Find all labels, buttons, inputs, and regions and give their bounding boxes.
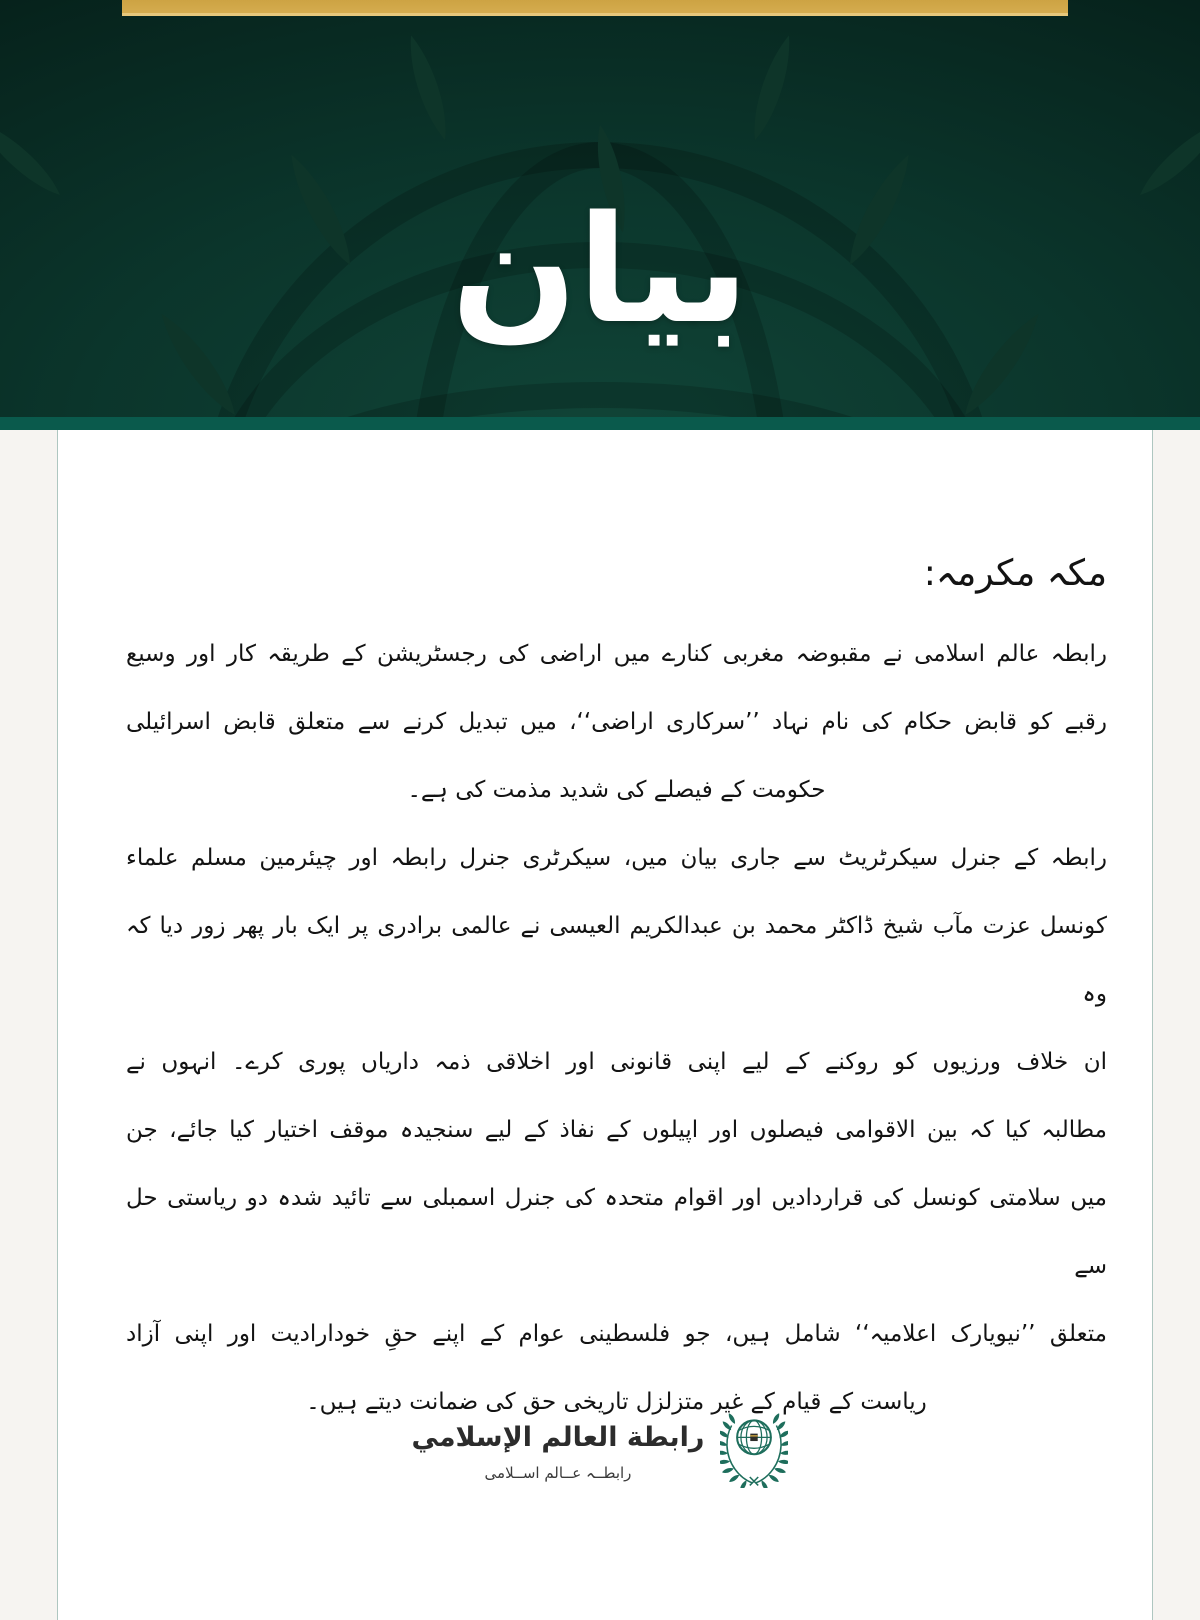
mwl-logo (412, 1412, 789, 1488)
statement-title: بیان (451, 184, 749, 356)
mwl-globe-wreath-icon (720, 1412, 788, 1488)
footer (0, 1412, 1200, 1488)
teal-divider (0, 417, 1200, 430)
statement-line: رقبے کو قابض حکام کی نام نہاد ’’سرکاری اراضی‘‘، میں تبدیل کرنے سے متعلق قابض اسرائیلی (126, 709, 1107, 735)
dateline: مکہ مکرمہ: (923, 553, 1107, 594)
org-name-urdu: رابطــہ عــالم اســلامی (484, 1464, 632, 1483)
gold-accent-bar (122, 0, 1068, 16)
statement-line: رابطہ عالم اسلامی نے مقبوضہ مغربی کنارے میں اراضی کی رجسٹریشن کے طریقہ کار اور وسیع (126, 641, 1107, 667)
org-name-arabic: رابطة العالم الإسلامي (411, 1421, 705, 1453)
statement-line: مطالبہ کیا کہ بین الاقوامی فیصلوں اور اپیلوں کے نفاذ کے لیے سنجیدہ موقف اختیار کیا جائے، جن (126, 1117, 1107, 1143)
statement-line: ان خلاف ورزیوں کو روکنے کے لیے اپنی قانونی اور اخلاقی ذمہ داریاں پوری کرے۔ انہوں نے (126, 1049, 1107, 1075)
statement-line: رابطہ کے جنرل سیکرٹریٹ سے جاری بیان میں، سیکرٹری جنرل رابطہ اور چیئرمین مسلم علماء (126, 845, 1107, 871)
statement-line: کونسل عزت مآب شیخ ڈاکٹر محمد بن عبدالکریم العیسی نے عالمی برادری پر ایک بار پھر زور دیا کہ وہ (126, 913, 1107, 1007)
header-banner (0, 0, 1200, 430)
mwl-logo-text (412, 1418, 705, 1483)
statement-line: حکومت کے فیصلے کی شدید مذمت کی ہے۔ (407, 777, 826, 803)
statement-body (126, 620, 1107, 1436)
statement-line: میں سلامتی کونسل کی قراردادیں اور اقوام متحدہ کی جنرل اسمبلی سے تائید شدہ دو ریاستی حل سے (126, 1185, 1107, 1279)
statement-line: متعلق ’’نیویارک اعلامیہ‘‘ شامل ہیں، جو فلسطینی عوام کے اپنے حقِ خودارادیت اور اپنی آزاد (126, 1321, 1107, 1347)
statement-line: ریاست کے قیام کے غیر متزلزل تاریخی حق کی ضمانت دیتے ہیں۔ (306, 1389, 927, 1415)
statement-content (58, 430, 1152, 1436)
